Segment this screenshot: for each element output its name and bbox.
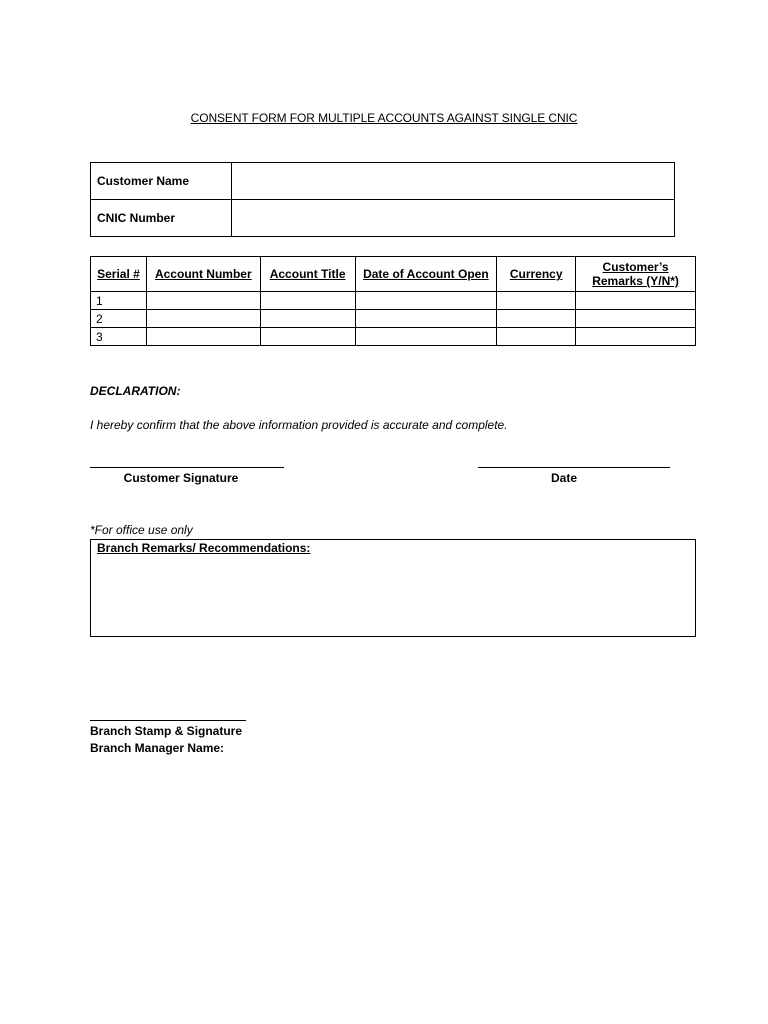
account-number-cell[interactable] (146, 292, 260, 310)
customer-name-field[interactable] (232, 163, 675, 200)
serial-cell: 1 (91, 292, 147, 310)
customer-name-row (91, 163, 675, 200)
table-row (91, 310, 696, 328)
column-header-currency-label: Currency (509, 267, 563, 281)
column-header-remarks (576, 257, 696, 292)
column-header-serial-label: Serial # (97, 267, 140, 281)
account-title-cell[interactable] (260, 292, 355, 310)
column-header-date-open-label: Date of Account Open (363, 267, 489, 281)
branch-manager-label: Branch Manager Name: (90, 741, 225, 755)
column-header-account-title (260, 257, 355, 292)
cnic-number-label: CNIC Number (91, 200, 232, 237)
table-row (91, 328, 696, 346)
table-row (91, 292, 696, 310)
date-open-cell[interactable] (355, 292, 497, 310)
customer-info-table (90, 162, 675, 237)
date-label: Date (550, 471, 577, 485)
customer-name-label: Customer Name (91, 163, 232, 200)
declaration-text: I hereby confirm that the above information provided is accurate and complete. (90, 418, 508, 432)
remarks-cell[interactable] (576, 310, 696, 328)
column-header-account-number-label: Account Number (154, 267, 252, 281)
column-header-date-open (355, 257, 497, 292)
account-number-cell[interactable] (146, 328, 260, 346)
date-signature-line[interactable] (478, 467, 670, 468)
column-header-serial (91, 257, 147, 292)
column-header-account-title-label: Account Title (269, 267, 346, 281)
branch-stamp-label: Branch Stamp & Signature (90, 724, 243, 738)
column-header-currency (497, 257, 576, 292)
column-header-remarks-label: Customer’s Remarks (Y/N*) (592, 260, 679, 288)
account-number-cell[interactable] (146, 310, 260, 328)
remarks-cell[interactable] (576, 328, 696, 346)
currency-cell[interactable] (497, 310, 576, 328)
page-title: CONSENT FORM FOR MULTIPLE ACCOUNTS AGAINST SINGLE CNIC (190, 111, 578, 125)
accounts-header-row (91, 257, 696, 292)
serial-cell: 3 (91, 328, 147, 346)
currency-cell[interactable] (497, 328, 576, 346)
date-open-cell[interactable] (355, 310, 497, 328)
cnic-number-row (91, 200, 675, 237)
declaration-heading: DECLARATION: (90, 384, 181, 398)
account-title-cell[interactable] (260, 310, 355, 328)
remarks-cell[interactable] (576, 292, 696, 310)
customer-signature-line[interactable] (90, 467, 284, 468)
branch-stamp-signature-line[interactable] (90, 720, 246, 721)
cnic-number-field[interactable] (232, 200, 675, 237)
date-open-cell[interactable] (355, 328, 497, 346)
currency-cell[interactable] (497, 292, 576, 310)
branch-remarks-box[interactable] (90, 539, 696, 637)
column-header-account-number (146, 257, 260, 292)
office-use-note: *For office use only (90, 523, 193, 537)
customer-signature-label: Customer Signature (123, 471, 239, 485)
account-title-cell[interactable] (260, 328, 355, 346)
branch-remarks-label: Branch Remarks/ Recommendations: (97, 541, 311, 555)
serial-cell: 2 (91, 310, 147, 328)
accounts-table (90, 256, 696, 346)
